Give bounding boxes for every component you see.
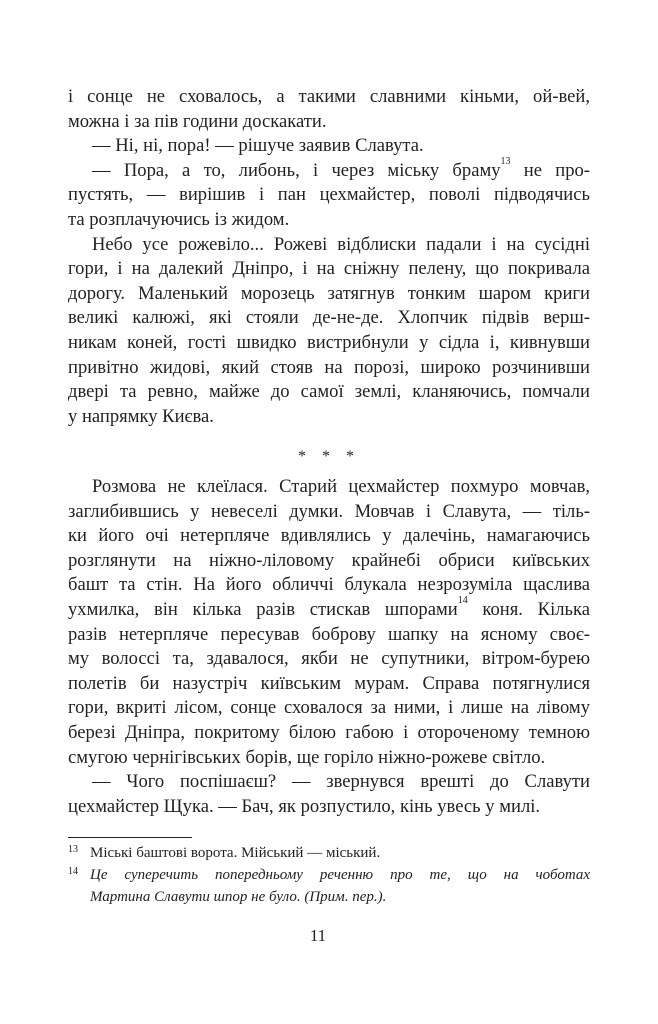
- text-line: [68, 85, 590, 110]
- line-text-after: не про-: [510, 159, 590, 181]
- line-text: березі Дніпра, покритому білою габою і отороченому темною: [68, 721, 590, 743]
- line-text: — Пора, а то, либонь, і через міську браму: [92, 159, 501, 181]
- line-text: никам коней, гості швидко вистрибнули у сідла і, кивнувши: [68, 331, 590, 353]
- text-line: [68, 380, 590, 405]
- text-line: [68, 672, 590, 697]
- line-text: Розмова не клеїлася. Старий цехмайстер похмуро мовчав,: [92, 476, 590, 497]
- text-line: [68, 647, 590, 672]
- line-text: у напрямку Києва.: [68, 405, 214, 427]
- text-line: [68, 721, 590, 746]
- footnote-rule: [68, 837, 192, 838]
- text-section-1: [68, 85, 590, 429]
- line-text: ки його очі нетерпляче вдивлялись у далечінь, намагаючись: [68, 525, 590, 547]
- footnote-number: 14: [68, 866, 78, 877]
- text-line: [68, 594, 590, 623]
- line-text: — Чого поспішаєш? — звернувся врешті до Славути: [92, 771, 590, 793]
- text-line: [68, 233, 590, 258]
- text-line: [68, 282, 590, 307]
- text-section-2: [68, 475, 590, 819]
- line-text: гори, вкриті лісом, сонце сховалося за ними, і лише на лівому: [68, 697, 590, 719]
- line-text: разів нетерпляче пересував боброву шапку на ясному своє-: [68, 623, 590, 645]
- footnote-13: [68, 842, 590, 864]
- line-text: розглянути на ніжно-ліловому крайнебі обриси київських: [68, 549, 590, 571]
- footnote-ref: 14: [457, 594, 468, 606]
- line-text: двері та ревно, майже до самої землі, кланяючись, помчали: [68, 381, 590, 403]
- line-text: та розплачуючись із жидом.: [68, 208, 290, 230]
- text-line: [68, 405, 590, 430]
- line-text: пустять, — вирішив і пан цехмайстер, поволі підводячись: [68, 184, 590, 206]
- line-text: ухмилка, він кілька разів стискав шпорами: [68, 598, 458, 620]
- text-line: [68, 356, 590, 381]
- text-line: [68, 696, 590, 721]
- line-text: можна і за пів години доскакати.: [68, 110, 327, 132]
- text-line: [68, 183, 590, 208]
- text-line: [68, 475, 590, 500]
- text-line: [68, 770, 590, 795]
- text-line: [68, 573, 590, 598]
- line-text: гори, і на далекий Дніпро, і на сніжну пелену, що покривала: [68, 258, 590, 280]
- line-text: дорогу. Маленький морозець затягнув тонким шаром криги: [68, 282, 590, 304]
- footnote-text: [90, 864, 590, 886]
- line-text: великі калюжі, які стояли де-не-де. Хлопчик підвів верш-: [68, 307, 590, 329]
- line-text: цехмайстер Щука. — Бач, як розпустило, кінь увесь у милі.: [68, 795, 541, 817]
- text-line: [68, 795, 590, 820]
- section-separator: * * *: [298, 448, 360, 465]
- line-text: — Ні, ні, пора! — рішуче заявив Славута.: [92, 135, 424, 157]
- text-line: [68, 524, 590, 549]
- line-text: башт та стін. На його обличчі блукала незрозуміла щаслива: [68, 574, 590, 596]
- page-number: 11: [309, 926, 327, 945]
- footnote-line: Це суперечить попередньому реченню про те, що на чоботах: [90, 867, 590, 883]
- text-line: [68, 500, 590, 525]
- footnote-number: 13: [68, 844, 78, 855]
- line-text: му волоссі та, здавалося, якби не супутники, вітром-бурею: [68, 648, 590, 670]
- text-line: [68, 306, 590, 331]
- line-text-after: коня. Кілька: [467, 598, 590, 620]
- line-text: Небо усе рожевіло... Рожеві відблиски падали і на сусідні: [92, 233, 590, 255]
- line-text: заглибившись у невеселі думки. Мовчав і Славута, — тіль-: [68, 500, 590, 522]
- line-text: привітно жидові, який стояв на порозі, широко розчинивши: [68, 356, 590, 378]
- text-line: [68, 208, 590, 233]
- text-line: [68, 549, 590, 574]
- text-line: [68, 155, 590, 184]
- footnote-14: [68, 864, 590, 908]
- line-text: смугою чернігівських борів, ще горіло ніжно-рожеве світло.: [68, 746, 546, 768]
- text-line: [68, 746, 590, 771]
- footnote-ref: 13: [500, 155, 511, 167]
- text-line: [68, 257, 590, 282]
- text-line: [68, 110, 590, 135]
- footnote-text: [90, 886, 590, 908]
- text-line: [68, 331, 590, 356]
- line-text: і сонце не сховалось, а такими славними кіньми, ой-вей,: [68, 86, 590, 107]
- text-line: [68, 134, 590, 159]
- footnote-text: [90, 842, 590, 864]
- text-line: [68, 623, 590, 648]
- footnote-line: Мартина Славути шпор не було. (Прим. пер.).: [90, 889, 387, 905]
- footnote-line: Міські баштові ворота. Мійський — міський.: [90, 845, 381, 861]
- line-text: полетів би назустріч київським мурам. Справа потягнулися: [68, 672, 590, 694]
